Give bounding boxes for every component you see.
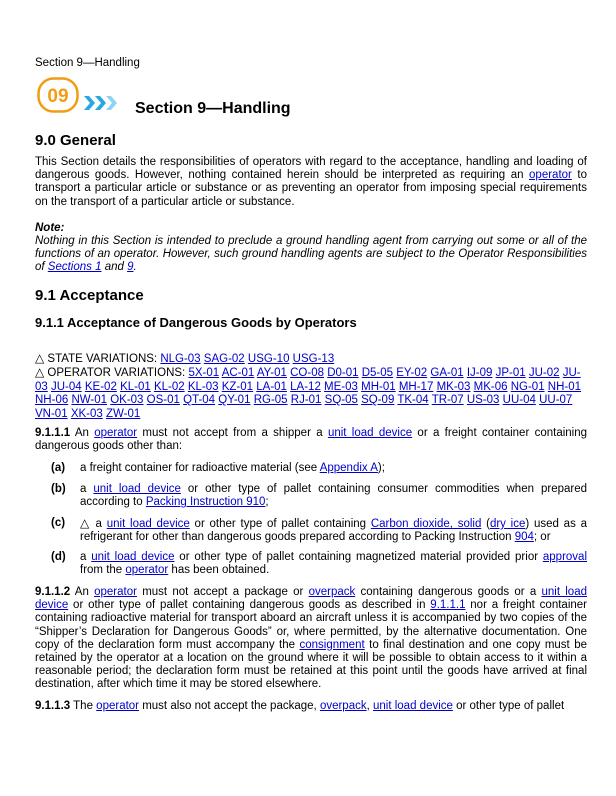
variation-link[interactable]: OS-01 bbox=[146, 394, 180, 407]
text: or other type of pallet bbox=[452, 700, 565, 712]
text: ( bbox=[481, 518, 490, 530]
variation-link[interactable]: JU-03 bbox=[35, 367, 581, 393]
section-badge-icon bbox=[37, 77, 79, 113]
variation-link[interactable]: CO-08 bbox=[290, 367, 324, 380]
text: An bbox=[70, 586, 95, 598]
list-item-d bbox=[51, 551, 587, 577]
link-operator[interactable]: operator bbox=[125, 564, 169, 577]
paragraph-9-1-1-2 bbox=[35, 586, 587, 692]
link-9-1-1-1[interactable]: 9.1.1.1 bbox=[430, 599, 466, 612]
paragraph-9-0 bbox=[35, 156, 587, 209]
item-label: (a) bbox=[51, 462, 66, 474]
variation-link[interactable]: GA-01 bbox=[430, 367, 464, 380]
variation-link[interactable]: VN-01 bbox=[35, 407, 68, 420]
operator-variations bbox=[35, 366, 587, 421]
state-variations bbox=[35, 352, 587, 366]
label: OPERATOR VARIATIONS: bbox=[44, 367, 189, 380]
variation-link[interactable]: EY-02 bbox=[396, 367, 428, 380]
variation-link[interactable]: JU-02 bbox=[528, 367, 560, 380]
text: ); bbox=[377, 462, 385, 474]
variation-link[interactable]: 5X-01 bbox=[188, 367, 220, 380]
variation-link[interactable]: US-03 bbox=[466, 394, 500, 407]
variation-link[interactable]: NW-01 bbox=[71, 394, 108, 407]
link-dry-ice[interactable]: dry ice bbox=[489, 518, 526, 530]
variation-link[interactable]: JU-04 bbox=[51, 380, 82, 393]
item-label: (c) bbox=[51, 517, 66, 529]
text: or other type of pallet containing magnetized material provided prior bbox=[174, 551, 543, 563]
list-item-b bbox=[51, 483, 587, 509]
text: Nothing in this Section is intended to preclude a ground handling agent from carrying out some or all of the functions of an operator. However, such ground handling agents are subject to the Operator Responsibilities of bbox=[35, 235, 587, 274]
variation-link[interactable]: SAG-02 bbox=[203, 353, 245, 365]
label: STATE VARIATIONS: bbox=[44, 353, 161, 365]
triangle-icon: △ bbox=[35, 365, 45, 380]
link-consignment[interactable]: consignment bbox=[299, 638, 365, 651]
text: . bbox=[133, 261, 137, 274]
link-appendix-a[interactable]: Appendix A bbox=[319, 462, 378, 474]
variation-link[interactable]: D0-01 bbox=[327, 367, 359, 380]
section-title: Section 9—Handling bbox=[135, 100, 291, 117]
link-operator[interactable]: operator bbox=[94, 586, 137, 598]
variation-link[interactable]: NG-01 bbox=[510, 380, 545, 393]
variation-link[interactable]: KE-02 bbox=[84, 380, 117, 393]
variation-link[interactable]: SQ-09 bbox=[361, 394, 395, 407]
link-unit-load-device[interactable]: unit load device bbox=[93, 483, 181, 495]
variation-link[interactable]: XK-03 bbox=[70, 407, 103, 420]
item-label: (d) bbox=[51, 551, 66, 563]
link-904[interactable]: 904 bbox=[514, 531, 534, 544]
link-unit-load-device[interactable]: unit load device bbox=[327, 427, 413, 439]
text: This Section details the responsibilities of operators with regard to the acceptance, handling and loading of dangerous goods. However, nothing contained herein should be interpreted as requiring an bbox=[35, 156, 587, 182]
variation-link[interactable]: AC-01 bbox=[221, 367, 255, 380]
chevrons-icon bbox=[84, 94, 124, 112]
link-approval[interactable]: approval bbox=[542, 551, 588, 563]
link-operator[interactable]: operator bbox=[529, 169, 572, 182]
variation-link[interactable]: LA-12 bbox=[290, 380, 321, 393]
triangle-icon: △ bbox=[80, 516, 91, 530]
text: ; bbox=[265, 496, 269, 509]
link-sections-1[interactable]: Sections 1 bbox=[47, 261, 102, 274]
variation-link[interactable]: NH-01 bbox=[547, 380, 582, 393]
variation-link[interactable]: LA-01 bbox=[256, 380, 287, 393]
text: ; or bbox=[533, 531, 551, 544]
text: a bbox=[80, 551, 92, 563]
state-variation-list bbox=[160, 353, 334, 365]
text: must not accept from a shipper a bbox=[137, 427, 328, 439]
link-unit-load-device[interactable]: unit load device bbox=[91, 551, 175, 563]
text: ) used as a refrigerant for other than dangerous goods prepared according to Packing Instruction bbox=[80, 518, 587, 544]
variation-link[interactable]: UU-04 bbox=[502, 394, 536, 407]
text: or other type of pallet containing dangerous goods as described in bbox=[68, 599, 431, 612]
variations-block bbox=[35, 352, 587, 421]
text: or other type of pallet containing bbox=[189, 518, 371, 530]
variation-link[interactable]: D5-05 bbox=[361, 367, 394, 380]
link-packing-instruction-910[interactable]: Packing Instruction 910 bbox=[145, 496, 266, 509]
running-header: Section 9—Handling bbox=[35, 57, 140, 69]
variation-link[interactable]: AY-01 bbox=[256, 367, 287, 380]
variation-link[interactable]: NH-06 bbox=[35, 394, 69, 407]
paragraph-number: 9.1.1.2 bbox=[35, 586, 71, 598]
link-operator[interactable]: operator bbox=[96, 700, 140, 712]
variation-link[interactable]: QT-04 bbox=[183, 394, 216, 407]
badge-number: 09 bbox=[47, 86, 69, 107]
text: from the bbox=[80, 564, 126, 577]
variation-link[interactable]: MH-17 bbox=[398, 380, 434, 393]
heading-9-1-1: 9.1.1 Acceptance of Dangerous Goods by Operators bbox=[35, 315, 357, 330]
variation-link[interactable]: USG-10 bbox=[247, 353, 290, 365]
variation-link[interactable]: JP-01 bbox=[495, 367, 526, 380]
text: to final destination and one copy must be retained by the operator at a location on the ground where it will be possible to obtain access to it within a reasonable period; the declaration form must be retained at this point until the goods have arrived at final destination, after which time it may be stored elsewhere. bbox=[35, 638, 587, 691]
text: , bbox=[366, 700, 373, 712]
text: a freight container for radioactive material (see bbox=[80, 462, 320, 474]
list-item-c bbox=[51, 517, 587, 544]
variation-link[interactable]: IJ-09 bbox=[466, 367, 493, 380]
variation-link[interactable]: KZ-01 bbox=[221, 380, 254, 393]
item-label: (b) bbox=[51, 483, 66, 495]
variation-link[interactable]: UU-07 bbox=[539, 394, 573, 407]
variation-link[interactable]: MH-01 bbox=[361, 380, 396, 393]
variation-link[interactable]: TK-04 bbox=[397, 394, 429, 407]
variation-link[interactable]: RG-05 bbox=[253, 394, 288, 407]
text: has been obtained. bbox=[168, 564, 270, 577]
text: An bbox=[70, 427, 95, 439]
link-carbon-dioxide-solid[interactable]: Carbon dioxide, solid bbox=[370, 518, 482, 530]
text: a bbox=[90, 518, 107, 530]
variation-link[interactable]: TR-07 bbox=[431, 394, 464, 407]
text: nor a freight container containing radioactive material for transport aboard an aircraft unless it is accompanied by two copies of the “Shipper’s Declaration for Dangerous Goods” or, where permitted, by the alternative documentation. One copy of the declaration form must accompany the bbox=[35, 599, 587, 651]
variation-link[interactable]: RJ-01 bbox=[290, 394, 322, 407]
variation-link[interactable]: ZW-01 bbox=[105, 407, 141, 420]
heading-9-0: 9.0 General bbox=[35, 132, 116, 149]
variation-link[interactable]: NLG-03 bbox=[160, 353, 201, 365]
variation-link[interactable]: OK-03 bbox=[110, 394, 144, 407]
note-heading: Note: bbox=[35, 222, 65, 234]
text: to transport a particular article or substance or as preventing an operator from imposing special requirements on the transport of a particular article or substance. bbox=[35, 169, 587, 208]
paragraph-9-1-1-3 bbox=[35, 700, 587, 713]
paragraph-9-1-1-1 bbox=[35, 427, 587, 453]
link-unit-load-device[interactable]: unit load device bbox=[106, 518, 190, 530]
variation-link[interactable]: KL-02 bbox=[153, 380, 185, 393]
text: or a freight container containing dangerous goods other than: bbox=[35, 427, 588, 453]
link-overpack[interactable]: overpack bbox=[319, 700, 367, 712]
heading-9-1: 9.1 Acceptance bbox=[35, 287, 144, 304]
note-text bbox=[35, 235, 587, 275]
text: The bbox=[70, 700, 97, 712]
paragraph-number: 9.1.1.1 bbox=[35, 427, 71, 439]
variation-link[interactable]: KL-03 bbox=[187, 380, 219, 393]
list-item-a bbox=[51, 462, 587, 475]
variation-link[interactable]: MK-03 bbox=[436, 380, 471, 393]
text: or other type of pallet containing consumer commodities when prepared according to bbox=[80, 483, 588, 509]
variation-link[interactable]: MK-06 bbox=[473, 380, 508, 393]
paragraph-number: 9.1.1.3 bbox=[35, 700, 71, 712]
link-unit-load-device[interactable]: unit load device bbox=[35, 586, 587, 612]
link-section-9[interactable]: 9 bbox=[127, 261, 134, 274]
variation-link[interactable]: USG-13 bbox=[292, 353, 335, 365]
variation-link[interactable]: ME-03 bbox=[324, 380, 358, 393]
link-overpack[interactable]: overpack bbox=[308, 586, 356, 598]
variation-link[interactable]: KL-01 bbox=[120, 380, 151, 393]
text: and bbox=[101, 261, 128, 274]
link-operator[interactable]: operator bbox=[94, 427, 138, 439]
link-unit-load-device[interactable]: unit load device bbox=[373, 700, 453, 712]
triangle-icon: △ bbox=[35, 351, 45, 365]
text: must not accept a package or bbox=[136, 586, 309, 598]
text: a bbox=[80, 483, 94, 495]
text: must also not accept the package, bbox=[139, 700, 320, 712]
text: containing dangerous goods or a bbox=[355, 586, 542, 598]
variation-link[interactable]: QY-01 bbox=[218, 394, 251, 407]
variation-link[interactable]: SQ-05 bbox=[324, 394, 358, 407]
